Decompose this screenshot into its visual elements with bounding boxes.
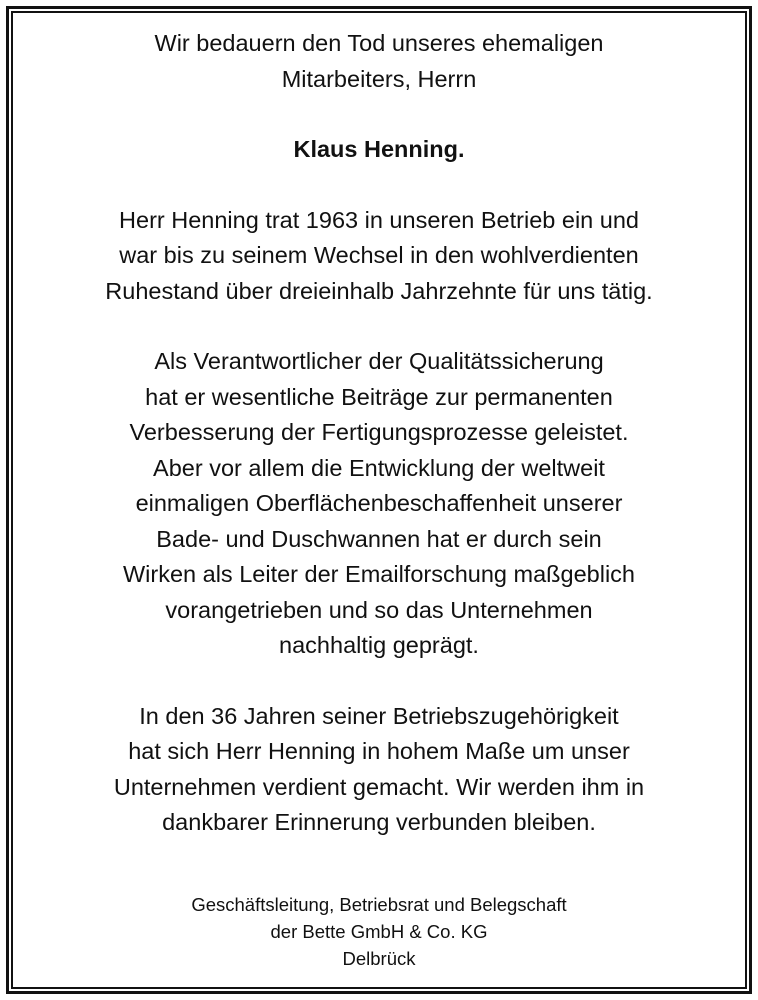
intro-block — [16, 26, 742, 97]
obituary-notice — [16, 26, 742, 972]
text-line: nachhaltig geprägt. — [279, 632, 479, 658]
text-line: einmaligen Oberflächenbeschaffenheit unserer — [135, 490, 623, 516]
text-line: Als Verantwortlicher der Qualitätssicherung — [154, 348, 604, 374]
text-line: war bis zu seinem Wechsel in den wohlverdienten — [119, 242, 639, 268]
text-line: hat er wesentliche Beiträge zur permanenten — [145, 383, 613, 410]
signature-block — [16, 891, 742, 972]
text-line: vorangetrieben und so das Unternehmen — [165, 596, 593, 623]
text-line: hat sich Herr Henning in hohem Maße um unser — [128, 738, 630, 764]
text-line: In den 36 Jahren seiner Betriebszugehörigkeit — [139, 702, 619, 729]
text-line: Herr Henning trat 1963 in unseren Betrieb ein und — [119, 206, 639, 233]
intro-line: Wir bedauern den Tod unseres ehemaligen — [154, 30, 604, 56]
paragraph-gratitude — [16, 699, 742, 841]
deceased-name: Klaus Henning. — [293, 136, 465, 162]
paragraph-achievements — [16, 344, 742, 664]
text-line: Verbesserung der Fertigungsprozesse geleistet. — [129, 419, 629, 445]
intro-line: Mitarbeiters, Herrn — [281, 65, 477, 92]
text-line: Unternehmen verdient gemacht. Wir werden ihm in — [113, 773, 645, 800]
paragraph-career — [16, 203, 742, 310]
text-line: Ruhestand über dreieinhalb Jahrzehnte für uns tätig. — [105, 277, 653, 304]
text-line: Wirken als Leiter der Emailforschung maßgeblich — [123, 561, 635, 587]
text-line: Bade- und Duschwannen hat er durch sein — [156, 525, 602, 552]
text-line: dankbarer Erinnerung verbunden bleiben. — [162, 809, 596, 835]
signature-location: Delbrück — [342, 947, 416, 969]
signature-line: der Bette GmbH & Co. KG — [270, 920, 488, 942]
signature-line: Geschäftsleitung, Betriebsrat und Belegschaft — [191, 893, 567, 915]
text-line: Aber vor allem die Entwicklung der weltweit — [153, 454, 605, 481]
